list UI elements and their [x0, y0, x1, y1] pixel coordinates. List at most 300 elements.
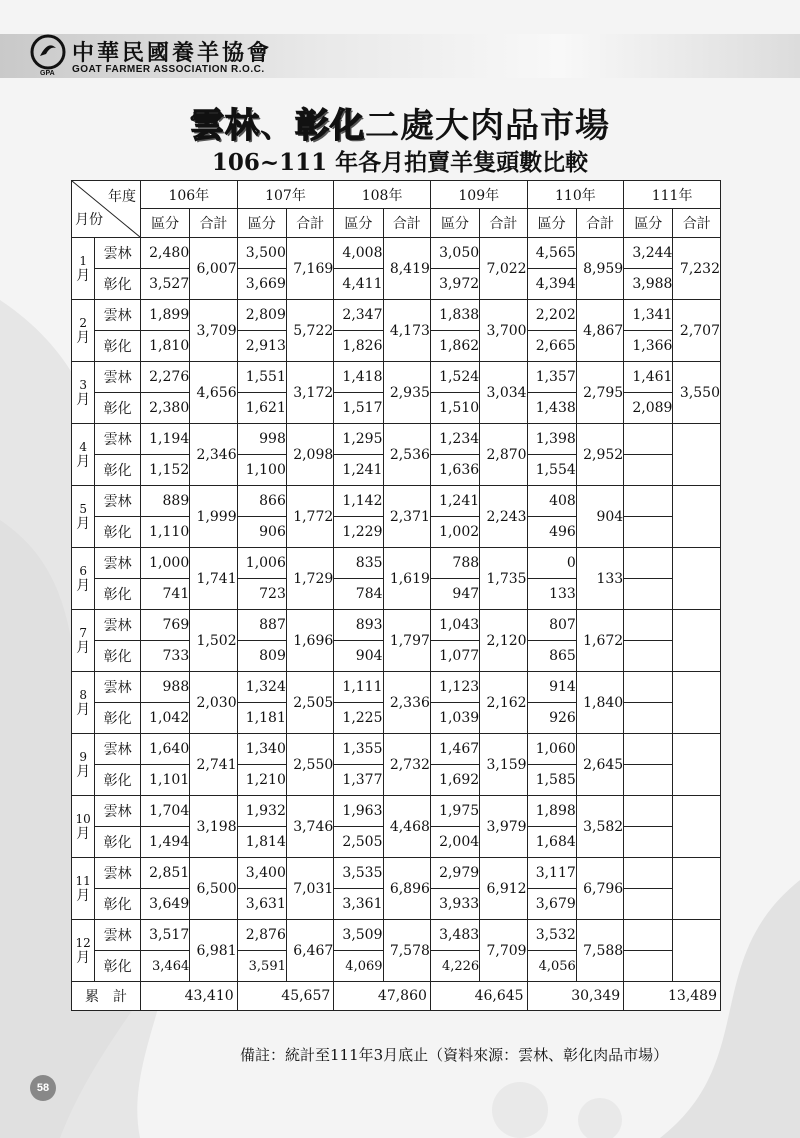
value-cell: 3,532	[527, 920, 576, 951]
sub-header-region: 區分	[237, 209, 286, 238]
value-cell	[624, 889, 673, 920]
value-cell: 1,975	[430, 796, 479, 827]
value-cell: 1,000	[141, 548, 190, 579]
year-header: 111年	[624, 181, 721, 209]
value-cell: 3,988	[624, 269, 673, 300]
month-total-cell: 3,746	[286, 796, 333, 858]
value-cell: 1,340	[237, 734, 286, 765]
month-total-cell: 6,500	[190, 858, 237, 920]
sub-header-row	[72, 209, 721, 238]
value-cell	[624, 920, 673, 951]
month-total-cell: 1,729	[286, 548, 333, 610]
month-total-cell: 1,619	[383, 548, 430, 610]
value-cell: 4,069	[334, 951, 383, 982]
value-cell: 1,899	[141, 300, 190, 331]
value-cell: 1,152	[141, 455, 190, 486]
page-number: 58	[30, 1075, 56, 1101]
table-row	[72, 424, 721, 455]
value-cell: 3,483	[430, 920, 479, 951]
value-cell: 1,324	[237, 672, 286, 703]
value-cell: 769	[141, 610, 190, 641]
association-name-zh: 中華民國養羊協會	[72, 40, 273, 66]
title-highlight-yunlin: 雲林	[190, 106, 260, 146]
value-cell: 947	[430, 579, 479, 610]
table-row	[72, 858, 721, 889]
value-cell: 1,377	[334, 765, 383, 796]
month-number: 7	[79, 625, 87, 640]
sub-header-region: 區分	[141, 209, 190, 238]
region-label: 彰化	[95, 827, 141, 858]
month-suffix: 月	[76, 639, 91, 656]
value-cell: 1,826	[334, 331, 383, 362]
table-row	[72, 300, 721, 331]
value-cell: 904	[334, 641, 383, 672]
month-total-cell: 3,700	[480, 300, 527, 362]
month-total-cell	[673, 424, 721, 486]
month-total-cell: 133	[576, 548, 623, 610]
value-cell: 906	[237, 517, 286, 548]
value-cell: 2,876	[237, 920, 286, 951]
month-number: 9	[79, 749, 87, 764]
value-cell	[624, 455, 673, 486]
value-cell: 2,347	[334, 300, 383, 331]
auction-table	[71, 180, 721, 1011]
gpa-label: GPA	[40, 70, 55, 77]
value-cell: 998	[237, 424, 286, 455]
month-total-cell: 3,979	[480, 796, 527, 858]
region-label: 雲林	[95, 424, 141, 455]
month-total-cell: 2,098	[286, 424, 333, 486]
value-cell: 1,510	[430, 393, 479, 424]
value-cell: 3,244	[624, 238, 673, 269]
month-total-cell: 2,732	[383, 734, 430, 796]
value-cell	[624, 858, 673, 889]
value-cell: 1,898	[527, 796, 576, 827]
month-total-cell: 4,468	[383, 796, 430, 858]
value-cell: 866	[237, 486, 286, 517]
value-cell: 1,181	[237, 703, 286, 734]
month-total-cell: 4,656	[190, 362, 237, 424]
year-header: 108年	[334, 181, 431, 209]
month-number: 12	[75, 935, 91, 950]
table-row	[72, 672, 721, 703]
value-cell: 1,398	[527, 424, 576, 455]
table-row	[72, 548, 721, 579]
region-label: 彰化	[95, 951, 141, 982]
title-highlight-changhua: 彰化	[295, 106, 365, 146]
sub-header-region: 區分	[334, 209, 383, 238]
month-total-cell: 3,709	[190, 300, 237, 362]
cumulative-value: 13,489	[624, 982, 721, 1011]
value-cell: 2,665	[527, 331, 576, 362]
value-cell: 1,229	[334, 517, 383, 548]
month-total-cell: 3,198	[190, 796, 237, 858]
value-cell: 3,517	[141, 920, 190, 951]
sub-header-total: 合計	[480, 209, 527, 238]
year-header: 106年	[141, 181, 238, 209]
value-cell: 2,979	[430, 858, 479, 889]
month-suffix: 月	[76, 949, 91, 966]
value-cell: 2,505	[334, 827, 383, 858]
month-total-cell: 7,232	[673, 238, 721, 300]
value-cell: 3,933	[430, 889, 479, 920]
corner-year-label: 年度	[108, 189, 136, 205]
value-cell: 1,932	[237, 796, 286, 827]
sub-header-region: 區分	[430, 209, 479, 238]
value-cell: 1,636	[430, 455, 479, 486]
month-total-cell: 2,346	[190, 424, 237, 486]
value-cell: 1,100	[237, 455, 286, 486]
value-cell: 4,565	[527, 238, 576, 269]
title-separator: 、	[260, 106, 295, 146]
month-total-cell: 2,795	[576, 362, 623, 424]
value-cell: 3,050	[430, 238, 479, 269]
month-suffix: 月	[76, 329, 91, 346]
month-total-cell: 2,371	[383, 486, 430, 548]
cumulative-value: 30,349	[527, 982, 624, 1011]
month-suffix: 月	[76, 825, 91, 842]
value-cell	[624, 672, 673, 703]
value-cell: 3,535	[334, 858, 383, 889]
value-cell: 1,494	[141, 827, 190, 858]
goat-logo-icon	[30, 34, 66, 70]
month-total-cell: 2,505	[286, 672, 333, 734]
value-cell: 1,838	[430, 300, 479, 331]
value-cell: 1,101	[141, 765, 190, 796]
value-cell: 807	[527, 610, 576, 641]
page-subtitle: 106~111 年各月拍賣羊隻頭數比較	[211, 149, 589, 176]
month-total-cell: 2,707	[673, 300, 721, 362]
value-cell	[624, 517, 673, 548]
value-cell: 1,963	[334, 796, 383, 827]
month-cell	[72, 920, 95, 982]
region-label: 彰化	[95, 641, 141, 672]
month-number: 6	[79, 563, 87, 578]
month-total-cell: 2,120	[480, 610, 527, 672]
value-cell	[624, 827, 673, 858]
value-cell	[624, 765, 673, 796]
table-row	[72, 486, 721, 517]
month-cell	[72, 238, 95, 300]
value-cell	[624, 641, 673, 672]
value-cell: 723	[237, 579, 286, 610]
value-cell: 1,234	[430, 424, 479, 455]
value-cell: 4,411	[334, 269, 383, 300]
value-cell: 3,361	[334, 889, 383, 920]
value-cell: 3,527	[141, 269, 190, 300]
month-total-cell: 904	[576, 486, 623, 548]
value-cell: 1,077	[430, 641, 479, 672]
month-total-cell: 2,870	[480, 424, 527, 486]
month-total-cell: 7,022	[480, 238, 527, 300]
sub-header-region: 區分	[527, 209, 576, 238]
month-total-cell: 3,582	[576, 796, 623, 858]
month-total-cell	[673, 672, 721, 734]
value-cell: 1,210	[237, 765, 286, 796]
month-cell	[72, 424, 95, 486]
region-label: 彰化	[95, 269, 141, 300]
month-cell	[72, 486, 95, 548]
table-row	[72, 734, 721, 765]
value-cell: 3,972	[430, 269, 479, 300]
footnote: 備註：統計至111年3月底止（資料來源：雲林、彰化肉品市場）	[240, 1046, 669, 1064]
value-cell: 889	[141, 486, 190, 517]
value-cell: 1,043	[430, 610, 479, 641]
month-total-cell: 7,031	[286, 858, 333, 920]
value-cell	[624, 951, 673, 982]
month-cell	[72, 858, 95, 920]
title-rest: 二處大肉品市場	[365, 106, 610, 146]
month-cell	[72, 548, 95, 610]
month-suffix: 月	[76, 887, 91, 904]
cumulative-row	[72, 982, 721, 1011]
cumulative-value: 46,645	[430, 982, 527, 1011]
value-cell: 1,225	[334, 703, 383, 734]
value-cell: 788	[430, 548, 479, 579]
month-number: 3	[79, 377, 87, 392]
month-total-cell	[673, 796, 721, 858]
month-total-cell: 2,536	[383, 424, 430, 486]
value-cell	[624, 424, 673, 455]
value-cell: 1,142	[334, 486, 383, 517]
value-cell: 1,060	[527, 734, 576, 765]
value-cell	[624, 579, 673, 610]
value-cell	[624, 796, 673, 827]
month-total-cell: 6,007	[190, 238, 237, 300]
value-cell: 835	[334, 548, 383, 579]
cumulative-value: 45,657	[237, 982, 334, 1011]
value-cell: 3,631	[237, 889, 286, 920]
value-cell: 2,089	[624, 393, 673, 424]
value-cell: 1,241	[430, 486, 479, 517]
cumulative-value: 47,860	[334, 982, 431, 1011]
month-number: 4	[79, 439, 87, 454]
value-cell: 2,004	[430, 827, 479, 858]
header-banner	[0, 28, 800, 88]
month-suffix: 月	[76, 267, 91, 284]
value-cell: 3,464	[141, 951, 190, 982]
value-cell: 1,810	[141, 331, 190, 362]
table-row	[72, 796, 721, 827]
month-total-cell	[673, 920, 721, 982]
month-total-cell: 6,981	[190, 920, 237, 982]
month-total-cell: 7,169	[286, 238, 333, 300]
region-label: 雲林	[95, 858, 141, 889]
region-label: 雲林	[95, 300, 141, 331]
value-cell: 1,355	[334, 734, 383, 765]
year-header: 107年	[237, 181, 334, 209]
value-cell: 4,056	[527, 951, 576, 982]
region-label: 彰化	[95, 455, 141, 486]
value-cell: 887	[237, 610, 286, 641]
month-total-cell: 3,172	[286, 362, 333, 424]
value-cell: 1,640	[141, 734, 190, 765]
value-cell: 4,394	[527, 269, 576, 300]
month-total-cell: 1,772	[286, 486, 333, 548]
month-cell	[72, 672, 95, 734]
value-cell: 1,517	[334, 393, 383, 424]
table-row	[72, 920, 721, 951]
region-label: 彰化	[95, 517, 141, 548]
sub-header-total: 合計	[286, 209, 333, 238]
month-total-cell: 2,645	[576, 734, 623, 796]
region-label: 彰化	[95, 889, 141, 920]
value-cell: 496	[527, 517, 576, 548]
value-cell: 1,692	[430, 765, 479, 796]
value-cell: 1,524	[430, 362, 479, 393]
year-header: 109年	[430, 181, 527, 209]
value-cell: 926	[527, 703, 576, 734]
region-label: 雲林	[95, 548, 141, 579]
value-cell: 3,509	[334, 920, 383, 951]
value-cell: 2,913	[237, 331, 286, 362]
value-cell: 988	[141, 672, 190, 703]
region-label: 雲林	[95, 238, 141, 269]
table-body	[72, 238, 721, 1011]
value-cell: 1,814	[237, 827, 286, 858]
value-cell: 2,480	[141, 238, 190, 269]
value-cell: 133	[527, 579, 576, 610]
month-cell	[72, 796, 95, 858]
region-label: 彰化	[95, 765, 141, 796]
month-total-cell: 6,796	[576, 858, 623, 920]
region-label: 彰化	[95, 393, 141, 424]
value-cell: 914	[527, 672, 576, 703]
month-suffix: 月	[76, 701, 91, 718]
month-suffix: 月	[76, 515, 91, 532]
value-cell: 741	[141, 579, 190, 610]
month-total-cell: 1,502	[190, 610, 237, 672]
month-cell	[72, 734, 95, 796]
region-label: 彰化	[95, 579, 141, 610]
region-label: 雲林	[95, 920, 141, 951]
table-row	[72, 610, 721, 641]
value-cell: 1,461	[624, 362, 673, 393]
month-total-cell: 8,959	[576, 238, 623, 300]
month-suffix: 月	[76, 453, 91, 470]
month-total-cell: 2,550	[286, 734, 333, 796]
month-total-cell: 6,896	[383, 858, 430, 920]
month-total-cell: 8,419	[383, 238, 430, 300]
month-total-cell: 7,709	[480, 920, 527, 982]
value-cell	[624, 734, 673, 765]
value-cell: 3,649	[141, 889, 190, 920]
corner-cell	[72, 181, 141, 238]
value-cell: 2,851	[141, 858, 190, 889]
sub-header-region: 區分	[624, 209, 673, 238]
value-cell: 3,591	[237, 951, 286, 982]
month-cell	[72, 362, 95, 424]
month-total-cell: 1,797	[383, 610, 430, 672]
month-number: 5	[79, 501, 87, 516]
month-total-cell: 6,912	[480, 858, 527, 920]
month-total-cell: 1,840	[576, 672, 623, 734]
value-cell: 1,295	[334, 424, 383, 455]
value-cell	[624, 486, 673, 517]
month-cell	[72, 610, 95, 672]
value-cell: 2,380	[141, 393, 190, 424]
month-total-cell: 4,867	[576, 300, 623, 362]
value-cell: 1,554	[527, 455, 576, 486]
region-label: 雲林	[95, 486, 141, 517]
value-cell: 1,357	[527, 362, 576, 393]
region-label: 彰化	[95, 331, 141, 362]
month-suffix: 月	[76, 391, 91, 408]
value-cell: 3,400	[237, 858, 286, 889]
value-cell: 1,110	[141, 517, 190, 548]
month-total-cell: 3,034	[480, 362, 527, 424]
month-number: 10	[75, 811, 91, 826]
value-cell: 2,202	[527, 300, 576, 331]
value-cell: 1,438	[527, 393, 576, 424]
table-row	[72, 362, 721, 393]
month-total-cell: 2,741	[190, 734, 237, 796]
month-total-cell: 4,173	[383, 300, 430, 362]
value-cell: 1,111	[334, 672, 383, 703]
month-total-cell: 1,741	[190, 548, 237, 610]
sub-header-total: 合計	[673, 209, 721, 238]
page-title	[0, 98, 800, 147]
month-total-cell	[673, 548, 721, 610]
region-label: 雲林	[95, 362, 141, 393]
region-label: 雲林	[95, 672, 141, 703]
value-cell: 1,002	[430, 517, 479, 548]
month-suffix: 月	[76, 763, 91, 780]
month-total-cell: 7,578	[383, 920, 430, 982]
corner-month-label: 月份	[75, 212, 103, 228]
month-total-cell	[673, 734, 721, 796]
value-cell	[624, 610, 673, 641]
value-cell: 2,276	[141, 362, 190, 393]
value-cell: 1,194	[141, 424, 190, 455]
value-cell: 3,669	[237, 269, 286, 300]
month-total-cell: 2,162	[480, 672, 527, 734]
value-cell: 3,117	[527, 858, 576, 889]
value-cell: 1,241	[334, 455, 383, 486]
value-cell: 1,704	[141, 796, 190, 827]
sub-header-total: 合計	[190, 209, 237, 238]
value-cell: 809	[237, 641, 286, 672]
value-cell: 1,551	[237, 362, 286, 393]
month-number: 8	[79, 687, 87, 702]
value-cell: 1,621	[237, 393, 286, 424]
value-cell	[624, 548, 673, 579]
month-total-cell: 3,159	[480, 734, 527, 796]
cumulative-value: 43,410	[141, 982, 238, 1011]
value-cell: 1,467	[430, 734, 479, 765]
value-cell: 893	[334, 610, 383, 641]
value-cell: 1,862	[430, 331, 479, 362]
value-cell: 1,039	[430, 703, 479, 734]
region-label: 彰化	[95, 703, 141, 734]
sub-header-total: 合計	[383, 209, 430, 238]
region-label: 雲林	[95, 796, 141, 827]
month-total-cell	[673, 486, 721, 548]
month-total-cell	[673, 858, 721, 920]
value-cell: 865	[527, 641, 576, 672]
month-total-cell: 5,722	[286, 300, 333, 362]
value-cell: 1,585	[527, 765, 576, 796]
year-header-row	[72, 181, 721, 209]
value-cell: 0	[527, 548, 576, 579]
month-total-cell: 1,999	[190, 486, 237, 548]
month-total-cell: 2,952	[576, 424, 623, 486]
month-total-cell: 7,588	[576, 920, 623, 982]
value-cell: 2,809	[237, 300, 286, 331]
value-cell: 733	[141, 641, 190, 672]
value-cell: 1,042	[141, 703, 190, 734]
table-row	[72, 238, 721, 269]
